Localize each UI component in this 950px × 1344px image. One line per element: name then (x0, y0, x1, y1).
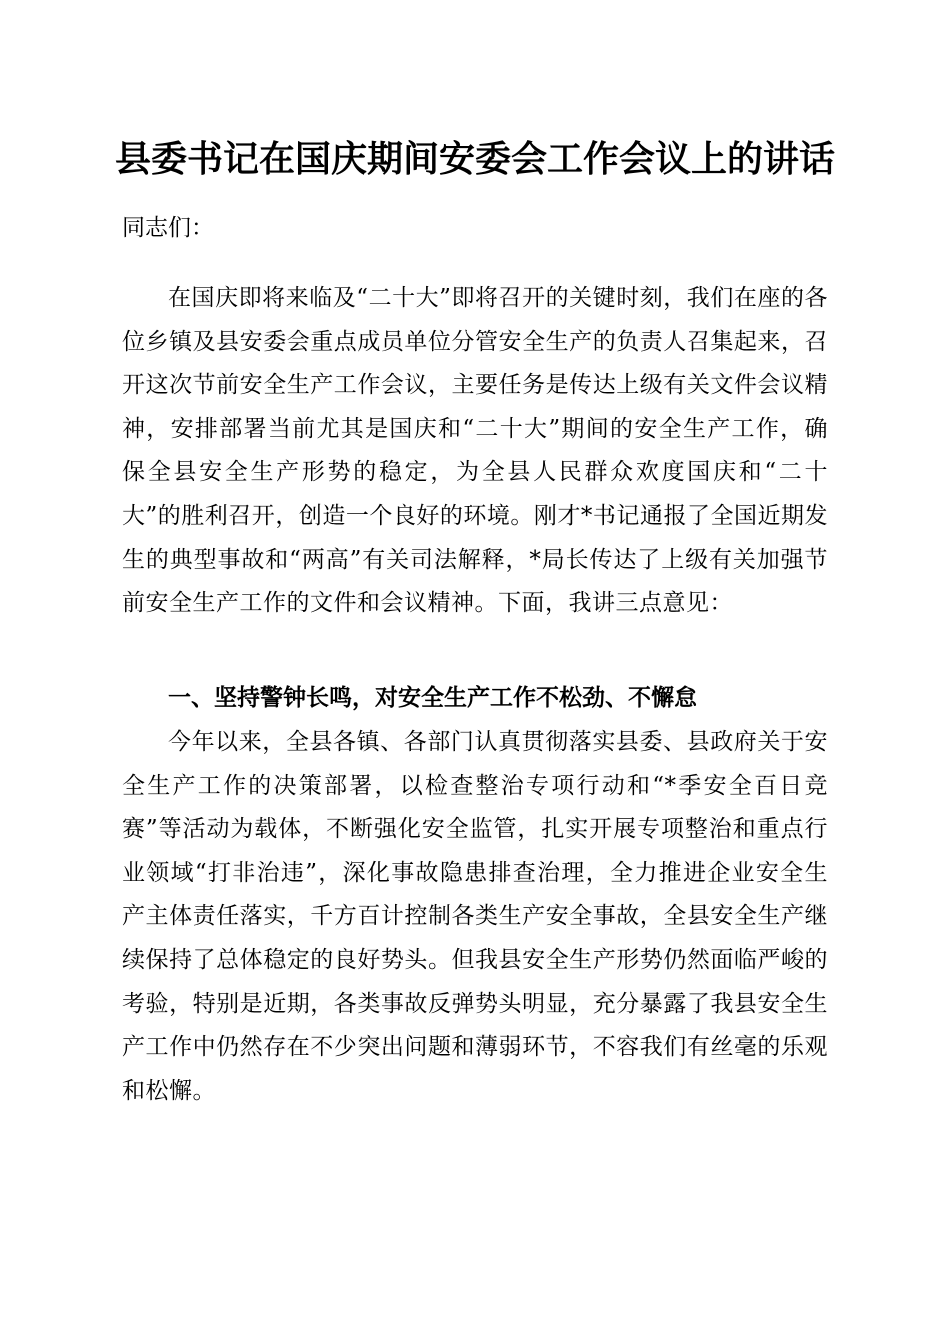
intro-paragraph: 在国庆即将来临及“二十大”即将召开的关键时刻，我们在座的各位乡镇及县安委会重点成员单位分管安全生产的负责人召集起来，召开这次节前安全生产工作会议，主要任务是传达上级有关文件会议精神，安排部署当前尤其是国庆和“二十大”期间的安全生产工作，确保全县安全生产形势的稳定，为全县人民群众欢度国庆和“二十大”的胜利召开，创造一个良好的环境。刚才*书记通报了全国近期发生的典型事故和“两高”有关司法解释，*局长传达了上级有关加强节前安全生产工作的文件和会议精神。下面，我讲三点意见： (122, 285, 828, 617)
section-heading-1: 一、坚持警钟长鸣，对安全生产工作不松劲、不懈怠 (168, 685, 697, 711)
document-title: 县委书记在国庆期间安委会工作会议上的讲话 (114, 138, 835, 180)
section-1-paragraph: 今年以来，全县各镇、各部门认真贯彻落实县委、县政府关于安全生产工作的决策部署，以检查整治专项行动和“*季安全百日竞赛”等活动为载体，不断强化安全监管，扎实开展专项整治和重点行业领域“打非治违”，深化事故隐患排查治理，全力推进企业安全生产主体责任落实，千方百计控制各类生产安全事故，全县安全生产继续保持了总体稳定的良好势头。但我县安全生产形势仍然面临严峻的考验，特别是近期，各类事故反弹势头明显，充分暴露了我县安全生产工作中仍然存在不少突出问题和薄弱环节，不容我们有丝毫的乐观和松懈。 (122, 729, 828, 1104)
greeting: 同志们： (122, 215, 214, 241)
